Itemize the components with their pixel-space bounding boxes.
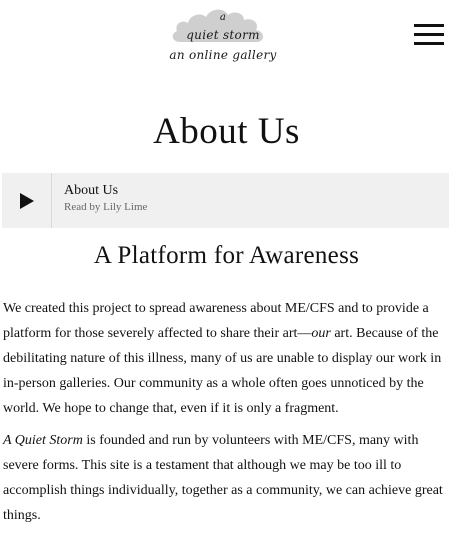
audio-title: About Us <box>64 183 119 198</box>
menu-bar <box>414 33 444 36</box>
audio-narrator: Read by Lily Lime <box>64 201 148 213</box>
logo-title: quiet storm <box>186 28 260 42</box>
play-button[interactable] <box>2 173 52 228</box>
menu-bar <box>414 24 444 27</box>
paragraph-founders <box>3 428 450 528</box>
logo-subtitle: an online gallery <box>169 48 277 62</box>
hamburger-menu-icon[interactable] <box>414 22 444 46</box>
menu-bar <box>414 42 444 45</box>
page-title: About Us <box>153 111 300 152</box>
paragraph-text: We created this project to spread awareness about ME/CFS and to provide a platform for those severely affected to share their art— <box>3 301 429 341</box>
logo-small-a: a <box>219 12 227 23</box>
about-content <box>3 296 450 535</box>
audio-player <box>2 173 449 228</box>
emphasis-text: our <box>311 326 331 341</box>
paragraph-text: art. Because of the debilitating nature of this illness, many of us are unable to display our work in in-person galleries. Our community as a whole often goes unnoticed by the world. We hope to change that, even if it is only a fragment. <box>3 326 442 416</box>
site-name-emphasis: A Quiet Storm <box>3 433 83 448</box>
paragraph-text: is founded and run by volunteers with ME/CFS, many with severe forms. This site is a testament that although we may be too ill to accomplish things individually, together as a community, we can achieve great things. <box>3 433 443 523</box>
site-header <box>0 0 453 80</box>
site-logo[interactable] <box>168 4 278 70</box>
section-heading: A Platform for Awareness <box>93 242 360 269</box>
paragraph-mission <box>3 296 450 421</box>
play-icon <box>20 193 34 209</box>
